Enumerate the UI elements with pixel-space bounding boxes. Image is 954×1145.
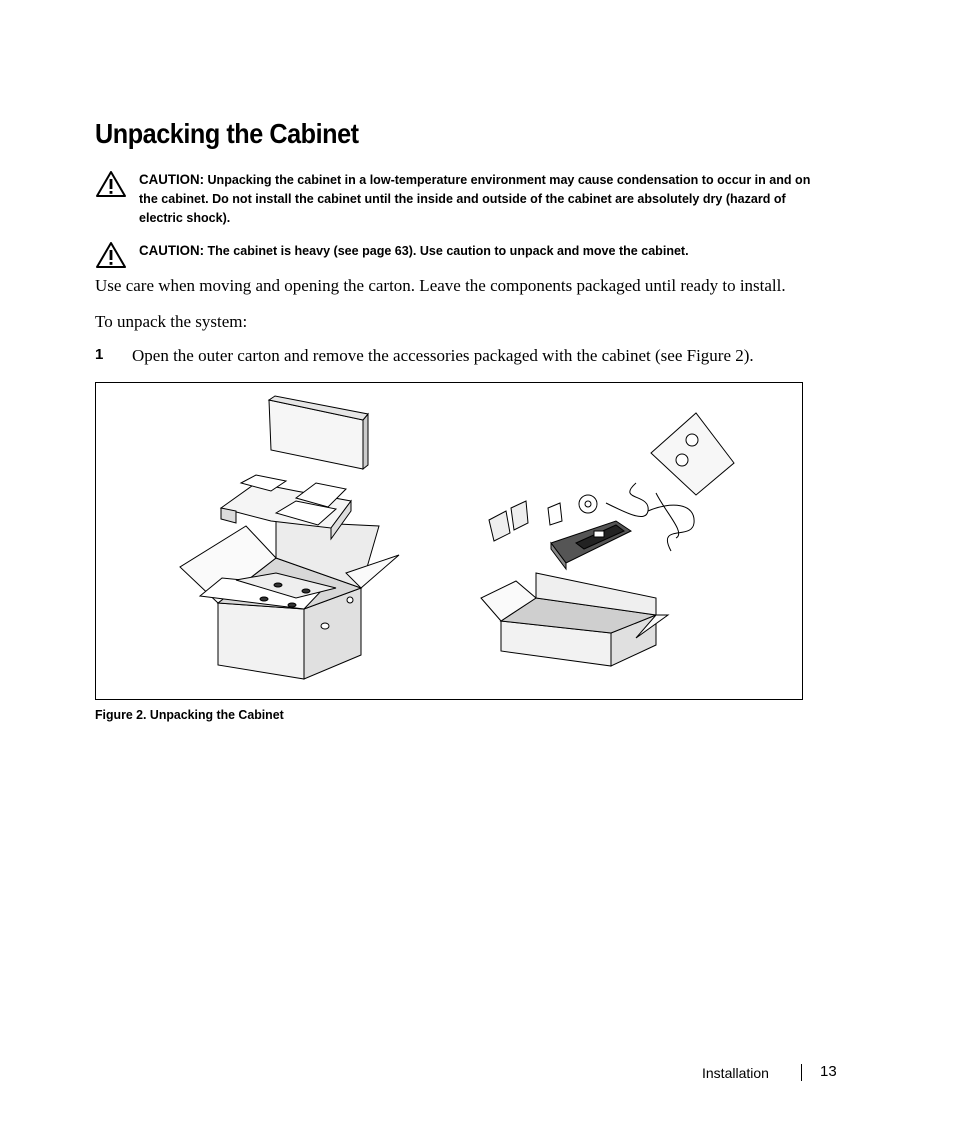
cabinet-carton-drawing <box>180 521 399 679</box>
step-number: 1 <box>95 346 104 363</box>
warning-triangle-icon <box>95 170 127 198</box>
body-paragraph: To unpack the system: <box>95 312 248 331</box>
footer-section-name: Installation <box>702 1065 769 1081</box>
step-text: Open the outer carton and remove the accessories packaged with the cabinet (see Figure 2). <box>132 346 754 365</box>
caution-body: The cabinet is heavy (see page 63). Use caution to unpack and move the cabinet. <box>207 243 689 258</box>
body-paragraph: Use care when moving and opening the carton. Leave the components packaged until ready to install. <box>95 276 786 295</box>
caution-label: CAUTION: <box>139 242 205 258</box>
rack-rails-box-drawing <box>269 396 368 469</box>
footer-divider <box>801 1064 802 1081</box>
warning-triangle-icon <box>95 241 127 269</box>
accessory-carton-drawing <box>481 573 668 666</box>
page-title: Unpacking the Cabinet <box>95 118 359 149</box>
figure-caption: Figure 2. Unpacking the Cabinet <box>95 707 284 722</box>
accessories-drawing <box>489 413 734 569</box>
caution-body: Unpacking the cabinet in a low-temperature environment may cause condensation to occur in and on the cabinet. Do not install the cabinet until the inside and outside of the cabinet are absolutely dry (hazard of electric shock). <box>139 172 811 225</box>
figure-illustration <box>95 382 803 700</box>
caution-notice <box>95 170 855 228</box>
caution-label: CAUTION: <box>139 171 205 187</box>
caution-text <box>139 170 819 227</box>
caution-notice <box>95 241 855 269</box>
page-number: 13 <box>820 1063 837 1080</box>
caution-text <box>139 241 819 260</box>
unpacking-illustration <box>96 383 802 699</box>
